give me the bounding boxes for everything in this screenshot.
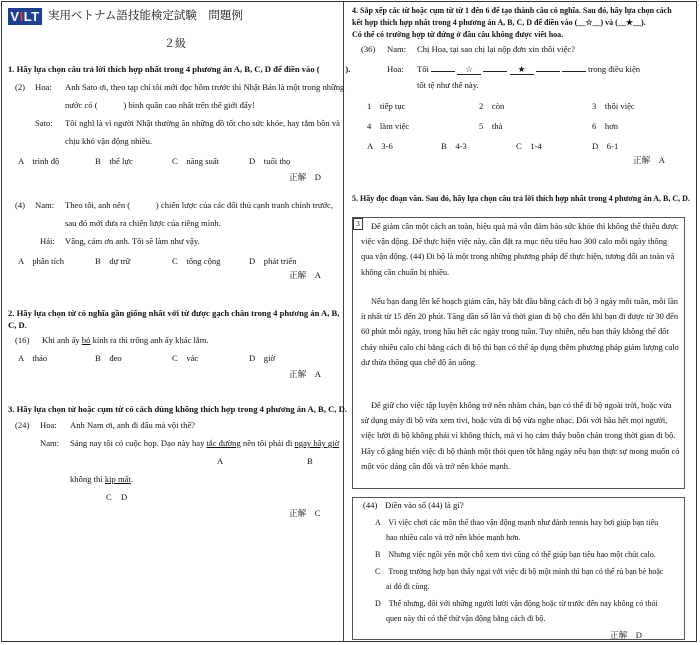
q36-word-5: 5 thà [479,121,503,131]
q24-mark-d: D [121,492,128,502]
blank-star-white [457,65,481,75]
q16-option-c: C vác [172,353,199,363]
q2-line-4: chịu khó vận động nhiều. [65,136,153,146]
q24-mark-c: C [106,492,112,502]
q2-option-a: A trình độ [18,156,60,166]
blank-3 [483,71,507,72]
section-4-instruction-line-1: 4. Sắp xếp các từ hoặc cụm từ từ 1 đến 6 để tạo thành câu có nghĩa. Sau đó, hãy lựa chọn cách [352,6,672,15]
q24-answer: 正解 C [289,508,321,518]
q44-option-d-line-1: D Thế nhưng, đối với những người lười vận động hoặc từ trước đến nay không có thói [375,599,658,608]
q16-answer: 正解 A [289,369,321,379]
q4-answer: 正解 A [289,270,321,280]
q2-speaker-2: Sato: [35,118,53,128]
q16-option-d: D giờ [249,353,276,363]
q4-line-2: sau đó mới đưa ra chiến lược của riêng mình. [65,218,221,228]
q44-option-a-line-2: hao nhiều calo và trở nên khỏe mạnh hơn. [386,533,521,542]
q36-word-6: 6 hơn [592,121,619,131]
q16-sentence: Khi anh ấy bỏ kính ra thì trông anh ấy khác lắm. [42,335,209,345]
q4-option-c: C tổng cộng [172,256,221,266]
q36-word-3: 3 thôi việc [592,101,635,111]
q2-number: (2) [15,82,26,92]
q2-speaker-1: Hoa: [35,82,52,92]
q36-word-2: 2 còn [479,101,505,111]
q4-option-b: B dự trữ [95,256,131,266]
q2-answer: 正解 D [289,172,321,182]
q36-speaker-1: Nam: [387,44,407,54]
q16-number: (16) [15,335,30,345]
q44-number: (44) [363,500,378,510]
q36-word-1: 1 tiếp tục [367,101,406,111]
q2-line-3: Tôi nghĩ là vì người Nhật thường ăn những đồ tốt cho sức khỏe, hay tắm bồn và [65,118,340,128]
q4-line-3: Vâng, cám ơn anh. Tôi sẽ làm như vậy. [65,236,200,246]
exam-title: 実用ベトナム語技能検定試験 問題例 [48,10,243,22]
q44-answer: 正解 D [610,630,642,640]
exam-level: ２級 [164,38,186,50]
q24-underline-a: tắc đường [206,438,241,448]
q4-speaker-1: Nam: [35,200,55,210]
q24-line-3: không thì kịp mất. [70,474,134,484]
q2-option-c: C năng suất [172,156,220,166]
q36-answer: 正解 A [633,155,665,165]
q36-option-d: D 6-1 [592,141,619,151]
q24-speaker-2: Nam: [40,438,60,448]
section-3-instruction: 3. Hãy lựa chọn từ hoặc cụm từ có cách dùng không thích hợp trong 4 phương án A, B, C, D. [8,404,347,414]
q36-number: (36) [361,44,376,54]
q4-speaker-2: Hải: [40,236,55,246]
q24-line-1: Anh Nam ơi, anh đi đâu mà vội thế? [70,420,196,430]
section-2-instruction-line-2: C, D. [8,320,27,330]
q36-speaker-2: Hoa: [387,64,404,74]
blank-6 [562,71,586,72]
vjlt-logo: VILT [8,8,42,25]
q44-question: Điền vào số (44) là gì? [385,500,464,510]
q16-option-a: A tháo [18,353,48,363]
section-1-instruction: 1. Hãy lựa chọn câu trả lời thích hợp nhất trong 4 phương án A, B, C, D để điền vào ( ). [8,64,351,74]
q24-underline-b: ngay bây giờ [294,438,340,448]
q2-option-d: D tuổi thọ [249,156,291,166]
passage-paragraph-2: Nếu bạn đang lên kế hoạch giảm cân, hãy bắt đầu bằng cách đi bộ 3 ngày mỗi tuần, mỗi lần ít nhất từ 15 đến 20 phút. Tăng dần số lần và thời gian đi bộ cho đến khi bạn đi được từ 30 đến 60 phút mỗi ngày, trong hầu hết các ngày trong tuần. Tuy nhiên, nếu bạn thấy không thể đốt cháy nhiều calo chỉ bằng cách đi bộ thì bạn có thể áp dụng thêm phương pháp giảm lượng calo dư thừa thông qua chế độ ăn uống. [361,297,679,367]
q24-number: (24) [15,420,30,430]
q36-option-b: B 4-3 [441,141,467,151]
column-divider [343,2,344,642]
q36-line-2: Tôi ☆ ★ trong điều kiện [417,64,641,74]
q24-mark-b: B [307,456,313,466]
q24-speaker-1: Hoa: [40,420,57,430]
passage-paragraph-1: Để giảm cân một cách an toàn, hiệu quả mà vẫn đảm bảo sức khỏe thì không thể thiếu được việc vận động. Để thực hiện việc này, cần đặt ra mục tiêu tiêu hao 300 calo mỗi ngày thông qua vận động. (44) Đi bộ là một trong những phương pháp để thực hiện, tương đối an toàn và không cần chuẩn bị nhiều. [361,222,679,277]
q4-number: (4) [15,200,26,210]
q4-option-d: D phát triển [249,256,297,266]
black-star-icon: ★ [517,64,526,74]
passage-paragraph-3: Để giữ cho việc tập luyện không trở nên nhàm chán, bạn có thể đi bộ ngoài trời, hoặc vừa sử dụng máy đi bộ vừa xem tivi, hoặc vừa đi bộ vừa nghe nhạc. Đối với hầu hết mọi người, việc lười đi bộ không phải vì không thích, mà vì họ cảm thấy buồn chán trong thời gian đi bộ. Hãy cố gắng biến việc đi bộ thành một thói quen tốt hằng ngày nếu bạn thực sự mong muốn có một vóc dáng cân đối và trở nên khỏe mạnh. [361,401,680,471]
q44-option-c-line-1: C Trong trường hợp bạn thấy ngại với việc đi bộ một mình thì bạn có thể rủ bạn bè hoặc [375,567,664,576]
q2-line-2: nước có ( ) bình quân cao nhất trên thế giới đấy! [65,100,255,110]
q24-line-2: Sáng nay tôi có cuộc họp. Dạo này hay tắc đường nên tôi phải đi ngay bây giờ [70,438,340,448]
q16-option-b: B đeo [95,353,122,363]
passage-marker: 3 [353,218,363,230]
q4-line-1: Theo tôi, anh nên ( ) chiến lược của các đối thủ cạnh tranh chính trước, [65,200,334,210]
q44-option-b: B Nhưng việc ngồi yên một chỗ xem tivi cũng có thể giúp bạn tiêu hao một chút calo. [375,550,656,559]
white-star-icon: ☆ [465,64,474,74]
q44-option-d-line-2: quen này thì có thể thử vận động bằng cách đi bộ. [386,614,546,623]
blank-5 [536,71,560,72]
q2-option-b: B thể lực [95,156,133,166]
section-2-instruction-line-1: 2. Hãy lựa chọn từ có nghĩa gần giống nhất với từ được gạch chân trong 4 phương án A, B, [8,308,340,318]
q4-option-a: A phân tích [18,256,65,266]
q36-option-c: C 1-4 [516,141,542,151]
q36-option-a: A 3-6 [367,141,393,151]
blank-star-black [510,65,534,75]
q36-line-3: tốt tệ như thế này. [417,80,479,90]
q36-word-4: 4 làm việc [367,121,410,131]
q24-mark-a: A [217,456,224,466]
section-4-instruction-line-3: Có thể có trường hợp từ đứng ở đầu câu không được viết hoa. [352,30,564,39]
section-4-instruction-line-2: kết hợp thích hợp nhất trong 4 phương án A, B, C, D để điền vào (__☆__) và (__★__). [352,18,646,27]
blank-1 [431,71,455,72]
q44-option-c-line-2: ai đó đi cùng. [386,582,430,591]
q36-line-1: Chị Hoa, tại sao chị lại nộp đơn xin thôi việc? [417,44,576,54]
section-5-instruction: 5. Hãy đọc đoạn văn. Sau đó, hãy lựa chọn câu trả lời thích hợp nhất trong 4 phương án A, B, C, D. [352,194,690,203]
q24-underline-c: kịp mất [104,474,131,484]
q2-line-1: Anh Sato ơi, theo tạp chí tôi mới đọc hôm trước thì Nhật Bản là một trong những [65,82,345,92]
q44-option-a-line-1: A Vì việc chơi các môn thể thao vận động mạnh như đánh tennis hay bơi giúp bạn tiêu [375,518,659,527]
q16-underlined-word: bỏ [81,335,91,345]
